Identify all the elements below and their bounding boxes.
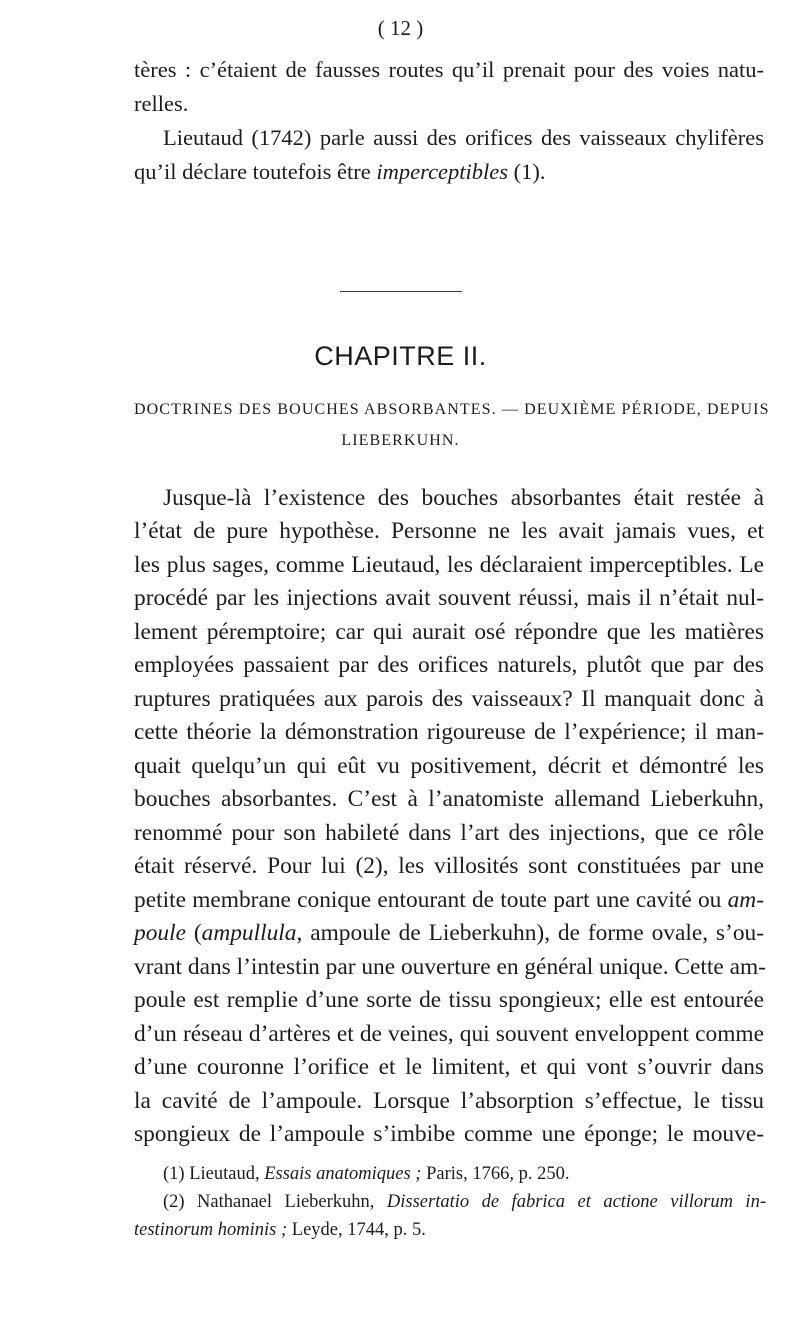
- chapter-subtitle-line-1: DOCTRINES DES BOUCHES ABSORBANTES. — DEUXIÈME PÉRIODE, DEPUIS: [134, 401, 770, 418]
- body-line: cette théorie la démonstration rigoureuse de l’expérience; il man-: [134, 719, 764, 745]
- body-line-14-emphasis-2: ampullula: [201, 920, 297, 946]
- intro-line-4: [134, 161, 546, 183]
- footnote-2-title-continued: testinorum hominis ;: [134, 1220, 288, 1240]
- intro-line-3: Lieutaud (1742) parle aussi des orifices des vaisseaux chylifères: [163, 125, 764, 150]
- footnote-1-title: Essais anatomiques ;: [264, 1164, 422, 1184]
- footnote-2-start: (2) Nathanael Lieberkuhn,: [163, 1192, 387, 1212]
- body-line: spongieux de l’ampoule s’imbibe comme une éponge; le mouve-: [134, 1121, 764, 1147]
- footnote-1-end: Paris, 1766, p. 250.: [421, 1164, 570, 1184]
- body-line: [134, 921, 764, 945]
- body-line-14-mid: (: [185, 920, 202, 946]
- body-line-14-end: , ampoule de Lieberkuhn), de forme ovale, s’ou-: [296, 920, 765, 946]
- footnote-2-end: Leyde, 1744, p. 5.: [287, 1220, 426, 1240]
- intro-line-4-start: qu’il déclare toutefois être: [134, 159, 377, 184]
- body-line: les plus sages, comme Lieutaud, les déclaraient imperceptibles. Le: [134, 552, 764, 578]
- body-line: lement péremptoire; car qui aurait osé répondre que les matières: [134, 619, 764, 645]
- footnote-1-start: (1) Lieutaud,: [163, 1164, 265, 1184]
- body-line: Jusque-là l’existence des bouches absorbantes était restée à: [163, 485, 764, 511]
- body-line: employées passaient par des orifices naturels, plutôt que par des: [134, 652, 764, 678]
- chapter-title: CHAPITRE II.: [314, 341, 487, 371]
- body-line: était réservé. Pour lui (2), les villosités sont constituées par une: [134, 853, 764, 879]
- intro-line-2: relles.: [134, 91, 189, 116]
- intro-line-1: tères : c’étaient de fausses routes qu’il prenait pour des voies natu-: [134, 57, 764, 82]
- footnote-2-continued: [134, 1220, 426, 1240]
- footnote-2-title: Dissertatio de fabrica et actione villorum in-: [386, 1192, 766, 1212]
- section-divider: [340, 291, 462, 292]
- chapter-subtitle-line-2: LIEBERKUHN.: [341, 432, 460, 449]
- footnote-2: [163, 1192, 766, 1212]
- body-line: procédé par les injections avait souvent réussi, mais il n’était nul-: [134, 585, 764, 611]
- body-line: vrant dans l’intestin par une ouverture en général unique. Cette am-: [134, 954, 766, 980]
- body-line: d’un réseau d’artères et de veines, qui souvent enveloppent comme: [134, 1021, 764, 1047]
- body-line-13-emphasis: am-: [727, 887, 764, 913]
- footnote-1: [163, 1164, 569, 1184]
- intro-line-4-emphasis: imperceptibles: [376, 159, 509, 184]
- body-line: quait quelqu’un qui eût vu positivement, décrit et démontré les: [134, 753, 764, 779]
- intro-line-4-end: (1).: [508, 159, 546, 184]
- body-line: ruptures pratiquées aux parois des vaisseaux? Il manquait donc à: [134, 686, 764, 712]
- body-line: d’une couronne l’orifice et le limitent, et qui vont s’ouvrir dans: [134, 1054, 764, 1080]
- body-line-14-emphasis-1: poule: [134, 920, 186, 946]
- page-number: ( 12 ): [377, 16, 424, 40]
- body-line: poule est remplie d’une sorte de tissu spongieux; elle est entourée: [134, 987, 764, 1013]
- body-line: renommé pour son habileté dans l’art des injections, que ce rôle: [134, 820, 764, 846]
- body-line: [134, 888, 764, 912]
- body-line: l’état de pure hypothèse. Personne ne les avait jamais vues, et: [134, 518, 764, 544]
- body-line: la cavité de l’ampoule. Lorsque l’absorption s’effectue, le tissu: [134, 1088, 764, 1114]
- body-line: bouches absorbantes. C’est à l’anatomiste allemand Lieberkuhn,: [134, 786, 764, 812]
- body-line-13-start: petite membrane conique entourant de toute part une cavité ou: [134, 887, 728, 913]
